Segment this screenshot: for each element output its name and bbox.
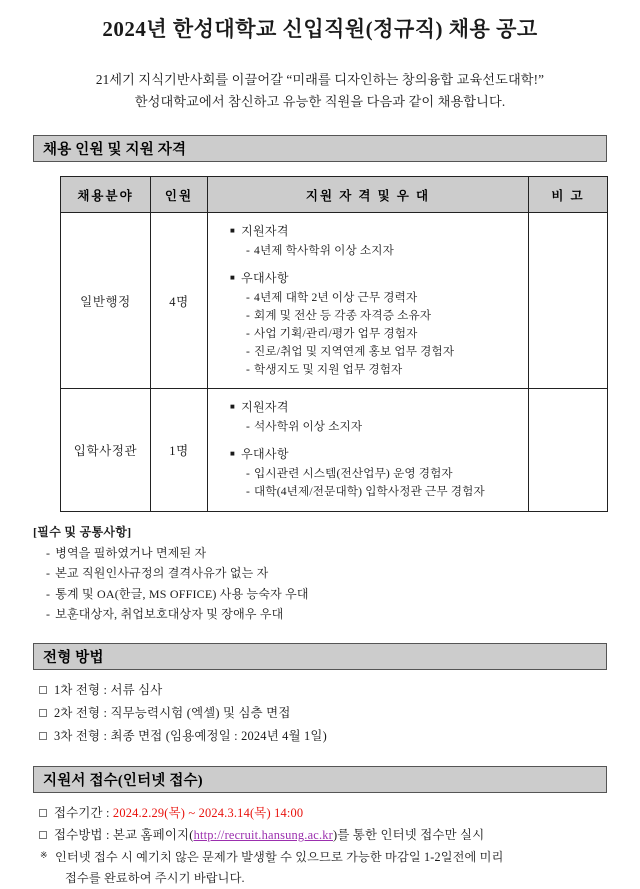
qual-item: - 학생지도 및 지원 업무 경험자 xyxy=(246,363,403,377)
cell-remark xyxy=(529,213,608,389)
application-note-line-2: 접수를 완료하여 주시기 바랍니다. xyxy=(65,870,245,885)
qual-item: - 4년제 학사학위 이상 소지자 xyxy=(246,244,394,257)
dash-icon: - xyxy=(46,586,51,601)
cell-field: 입학사정관 xyxy=(61,389,151,511)
qual-group xyxy=(230,445,528,501)
page-title: 2024년 한성대학교 신입직원(정규직) 채용 공고 xyxy=(102,17,538,41)
dash-icon: - xyxy=(246,363,251,377)
apply-list xyxy=(33,802,640,889)
cell-field: 일반행정 xyxy=(61,213,151,389)
table-row xyxy=(61,389,608,511)
common-requirement-item: - 본교 직원인사규정의 결격사유가 없는 자 xyxy=(46,566,269,581)
section-header-recruit xyxy=(33,135,607,162)
cell-count: 4명 xyxy=(151,213,208,389)
application-method-row xyxy=(33,824,640,847)
qual-group-heading: ■ 지원자격 xyxy=(230,224,289,239)
document-page xyxy=(0,16,640,885)
qual-group-heading: ■ 지원자격 xyxy=(230,400,289,415)
col-header-qual: 지원 자 격 및 우 대 xyxy=(208,177,529,213)
dash-icon: - xyxy=(46,545,51,560)
qual-group-heading: ■ 우대사항 xyxy=(230,447,289,462)
recruit-table-wrapper xyxy=(27,176,607,512)
checkbox-icon xyxy=(39,732,47,740)
recruit-site-link[interactable]: http://recruit.hansung.ac.kr xyxy=(193,828,334,843)
qual-group xyxy=(230,222,528,260)
dash-icon: - xyxy=(246,244,251,257)
dash-icon: - xyxy=(46,607,51,622)
checkbox-icon xyxy=(39,686,47,694)
cell-qualifications xyxy=(208,213,529,389)
common-requirement-item: - 보훈대상자, 취업보호대상자 및 장애우 우대 xyxy=(46,607,284,622)
table-row xyxy=(61,213,608,389)
section-header-apply-label: 지원서 접수(인터넷 접수) xyxy=(43,772,203,789)
recruit-table xyxy=(60,176,608,512)
qual-item: - 대학(4년제/전문대학) 입학사정관 근무 경험자 xyxy=(246,485,485,499)
filled-square-icon: ■ xyxy=(230,226,236,236)
cell-qualifications xyxy=(208,389,529,511)
common-requirement-item: - 병역을 필하였거나 면제된 자 xyxy=(46,545,207,560)
intro-line-2: 한성대학교에서 참신하고 유능한 직원을 다음과 같이 채용합니다. xyxy=(134,93,506,109)
intro-paragraph xyxy=(0,69,640,112)
method-item: 1차 전형 : 서류 심사 xyxy=(33,679,640,702)
section-header-method-label: 전형 방법 xyxy=(43,650,104,667)
common-requirements-block xyxy=(33,523,593,626)
filled-square-icon: ■ xyxy=(230,402,236,412)
application-method-suffix: )를 통한 인터넷 접수만 실시 xyxy=(333,828,485,843)
method-list xyxy=(33,679,640,747)
application-note-line-1: ※ 인터넷 접수 시 예기치 않은 문제가 발생할 수 있으므로 가능한 마감일 1-2일전에 미리 xyxy=(40,850,504,865)
qual-item: - 석사학위 이상 소지자 xyxy=(246,420,363,434)
qual-item: - 진로/취업 및 지역연계 홍보 업무 경험자 xyxy=(246,345,455,359)
qual-item: - 4년제 대학 2년 이상 근무 경력자 xyxy=(246,291,418,305)
common-requirements-title: [필수 및 공통사항] xyxy=(33,524,132,539)
asterisk-icon: ※ xyxy=(40,850,48,861)
dash-icon: - xyxy=(246,467,251,481)
dash-icon: - xyxy=(246,485,251,499)
cell-count: 1명 xyxy=(151,389,208,511)
dash-icon: - xyxy=(246,420,251,434)
dash-icon: - xyxy=(246,309,251,323)
application-period-row xyxy=(33,802,640,825)
qual-item: - 입시관련 시스템(전산업무) 운영 경험자 xyxy=(246,467,453,481)
dash-icon: - xyxy=(46,566,51,581)
filled-square-icon: ■ xyxy=(230,273,236,283)
checkbox-icon xyxy=(39,709,47,717)
application-period-value: 2024.2.29(목) ~ 2024.3.14(목) 14:00 xyxy=(112,805,304,820)
section-header-apply xyxy=(33,766,607,793)
dash-icon: - xyxy=(246,291,251,305)
method-item: 2차 전형 : 직무능력시험 (엑셀) 및 심층 면접 xyxy=(33,702,640,725)
checkbox-icon xyxy=(39,809,47,817)
dash-icon: - xyxy=(246,327,251,341)
col-header-field: 채용분야 xyxy=(61,177,151,213)
qual-item: - 회계 및 전산 등 각종 자격증 소유자 xyxy=(246,309,432,323)
common-requirement-item: - 통계 및 OA(한글, MS OFFICE) 사용 능숙자 우대 xyxy=(46,586,309,601)
qual-group-heading: ■ 우대사항 xyxy=(230,271,289,286)
qual-item: - 사업 기획/관리/평가 업무 경험자 xyxy=(246,327,418,341)
col-header-remark: 비 고 xyxy=(529,177,608,213)
section-header-recruit-label: 채용 인원 및 지원 자격 xyxy=(43,142,187,159)
table-header-row xyxy=(61,177,608,213)
intro-line-1: 21세기 지식기반사회를 이끌어갈 “미래를 디자인하는 창의융합 교육선도대학!” xyxy=(95,72,545,88)
application-method-prefix: 접수방법 : 본교 홈페이지( xyxy=(54,828,194,843)
cell-remark xyxy=(529,389,608,511)
application-period-label: 접수기간 : xyxy=(54,805,113,820)
col-header-count: 인원 xyxy=(151,177,208,213)
section-header-method xyxy=(33,643,607,670)
filled-square-icon: ■ xyxy=(230,449,236,459)
qual-group xyxy=(230,398,528,436)
dash-icon: - xyxy=(246,345,251,359)
method-item: 3차 전형 : 최종 면접 (임용예정일 : 2024년 4월 1일) xyxy=(33,725,640,748)
checkbox-icon xyxy=(39,831,47,839)
qual-group xyxy=(230,269,528,379)
